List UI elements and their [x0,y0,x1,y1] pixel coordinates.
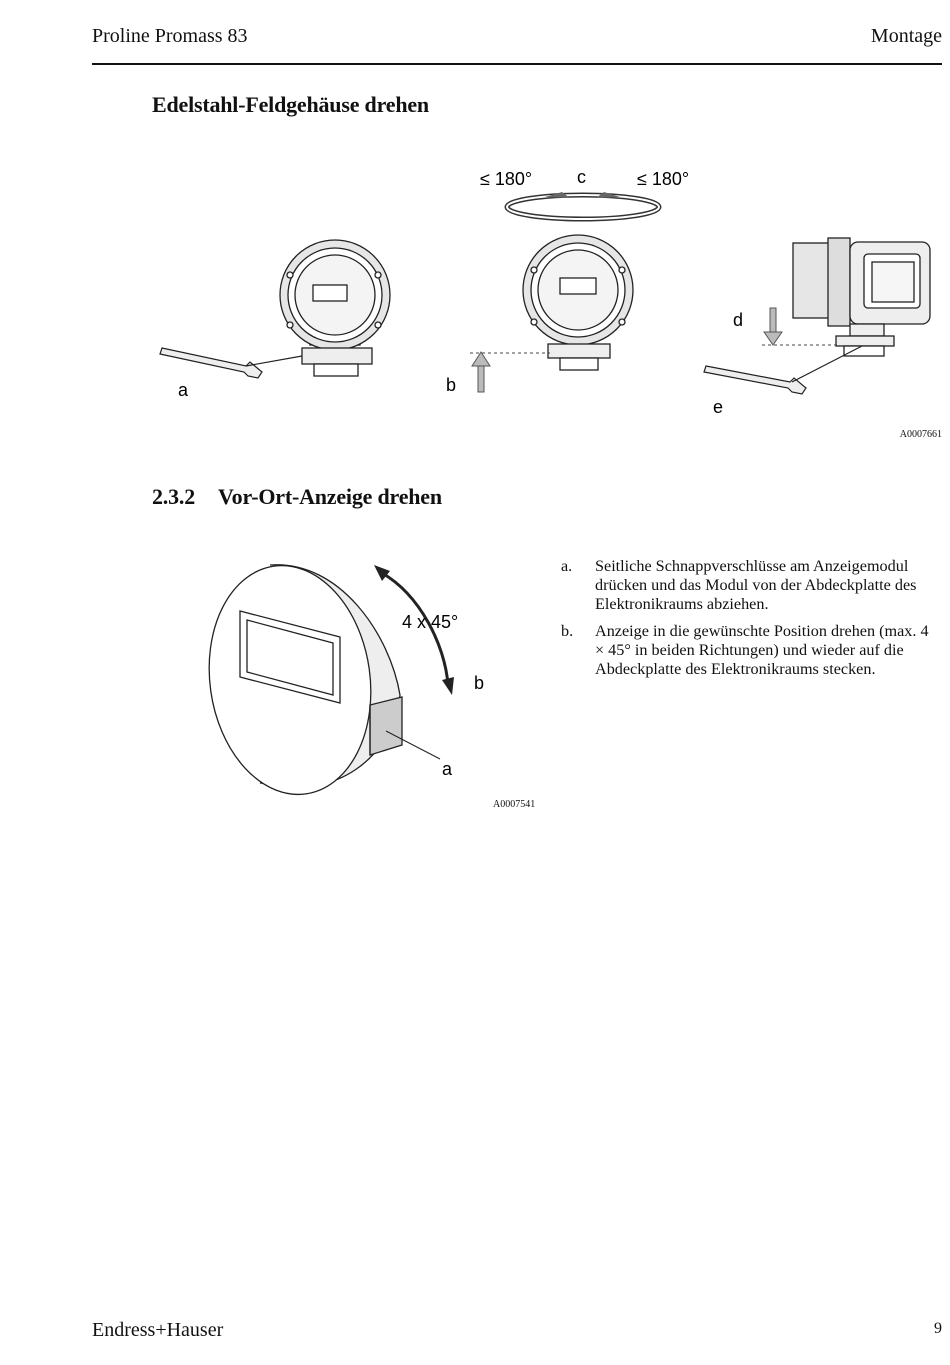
instruction-list [561,557,941,687]
angle-right-label: ≤ 180° [637,169,690,189]
display-rotation-figure [190,555,550,815]
angle-left-label: ≤ 180° [480,169,533,189]
label-a: a [442,759,453,779]
section-title: Vor-Ort-Anzeige drehen [218,484,442,509]
label-b: b [446,375,457,395]
page-number: 9 [934,1320,942,1337]
lower-arrow-icon [764,308,782,345]
transmitter-side-icon [793,238,930,356]
step-text: Anzeige in die gewünschte Position drehen (max. 4 × 45° in beiden Richtungen) und wieder auf die Abdeckplatte des Elektronikraums stecken. [595,622,929,678]
list-item [561,557,941,614]
header-divider [92,63,942,65]
step-key: a. [561,557,573,575]
rotation-angle-label: 4 x 45° [402,612,459,632]
header-chapter: Montage [870,25,942,47]
figure2-reference: A0007541 [493,799,536,810]
section-heading-display [152,484,442,510]
wrench-left-icon [160,348,302,378]
header-product-name: Proline Promass 83 [92,25,248,47]
footer-brand: Endress+Hauser [92,1319,224,1341]
transmitter-front-middle-icon [523,235,633,370]
housing-rotation-figure [150,150,950,445]
label-b: b [474,673,485,693]
figure1-reference: A0007661 [899,429,942,440]
lift-arrow-icon [472,352,490,392]
section-number: 2.3.2 [152,484,196,509]
section-heading-housing: Edelstahl-Feldgehäuse drehen [152,92,429,117]
label-c: c [577,167,586,187]
label-e: e [713,397,724,417]
wrench-right-icon [704,346,862,394]
step-text: Seitliche Schnappverschlüsse am Anzeigemodul drücken und das Modul von der Abdeckplatte des Elektronikraums abziehen. [595,557,917,613]
rotation-ring-icon [507,192,659,219]
list-item [561,622,941,679]
label-d: d [733,310,744,330]
display-module-icon [195,555,402,805]
step-key: b. [561,622,574,640]
label-a: a [178,380,189,400]
transmitter-front-left-icon [280,240,390,376]
